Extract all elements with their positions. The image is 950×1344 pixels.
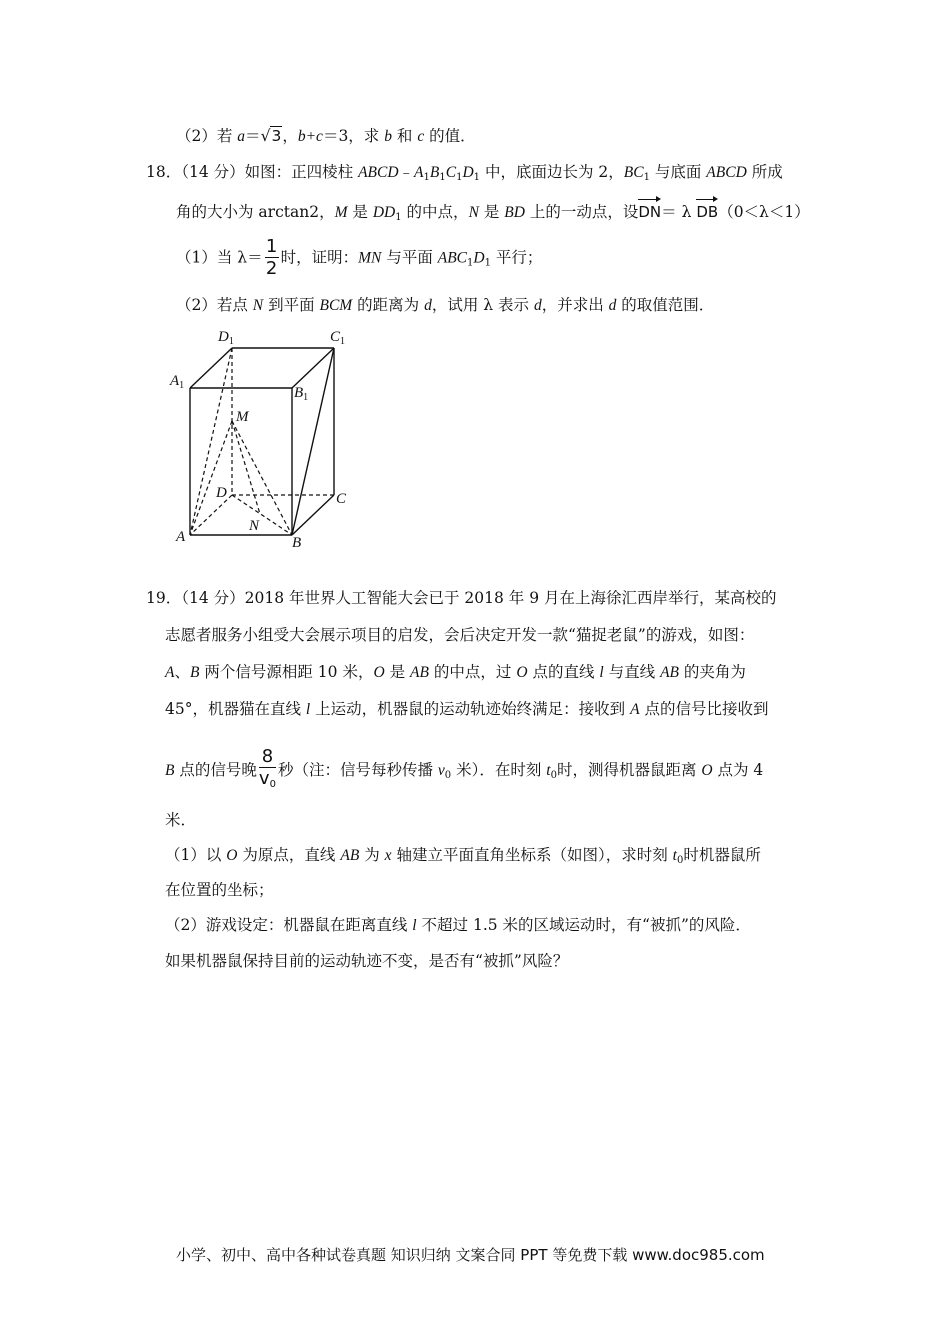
sqrt-symbol: √3 (260, 127, 282, 145)
edge-a1d1 (190, 348, 232, 388)
segment-db (232, 495, 292, 535)
label-c1: $C_1$ (330, 329, 346, 347)
label-a: A (176, 529, 186, 545)
segment-mb (232, 421, 292, 535)
edge-da (190, 495, 232, 535)
q19-line6: 米． (165, 811, 197, 829)
vector-dn: DN (638, 197, 661, 223)
q19-part1-line2: 在位置的坐标； (165, 881, 274, 899)
label-b1: $B_1$ (294, 385, 309, 403)
q19-line2: 志愿者服务小组受大会展示项目的启发，会后决定开发一款“猫捉老鼠”的游戏，如图： (165, 626, 755, 644)
q19-line3: A、B 两个信号源相距 10 米，O 是 AB 的中点，过 O 点的直线 l 与直线 AB 的夹角为 (165, 663, 746, 681)
label-d1: $D_1$ (218, 329, 234, 347)
segment-d1a (190, 348, 232, 535)
label-c: C (336, 491, 347, 507)
edge-b1c1 (292, 348, 334, 388)
q19-part2-line1: （2）游戏设定：机器鼠在距离直线 l 不超过 1.5 米的区域运动时，有“被抓”的风险． (165, 916, 751, 934)
q19-line4: 45°，机器猫在直线 l 上运动，机器鼠的运动轨迹始终满足：接收到 A 点的信号比接收到 (165, 700, 769, 718)
q18-line1: 18．（14 分）如图：正四棱柱 $ABCD﹣A_1B_1C_1D_1$ 中，底面边长为 2，$BC_1$ 与底面 ABCD 所成 (146, 163, 783, 183)
segment-ma (190, 421, 232, 535)
label-m: M (236, 409, 249, 425)
label-n: N (249, 518, 260, 534)
q19-line1: 19．（14 分）2018 年世界人工智能大会已于 2018 年 9 月在上海徐汇西岸举行，某高校的 (146, 589, 777, 607)
label-a1: $A_1$ (170, 373, 185, 391)
page-footer: 小学、初中、高中各种试卷真题 知识归纳 文案合同 PPT 等免费下载 www.doc985.com (176, 1246, 765, 1264)
vector-db: DB (696, 197, 718, 223)
segment-bc1 (292, 348, 334, 535)
label-d: D (216, 485, 227, 501)
q19-number: 19． (146, 589, 182, 607)
q18-number: 18． (146, 163, 182, 181)
q19-line5: B 点的信号晚 $\frac{8}{v_0}$ 秒（注：信号每秒传播 $v_0$ 米）．在时刻 $t_0$时，测得机器鼠距离 O 点为 4 (165, 746, 763, 800)
q17-part2: （2）若 a＝√3，b+c＝3，求 b 和 c 的值． (176, 127, 476, 145)
fraction-half: $\frac{1}{2}$ (265, 236, 278, 279)
q19-part2-line2: 如果机器鼠保持目前的运动轨迹不变，是否有“被抓”风险？ (165, 952, 569, 970)
edge-bc (292, 495, 334, 535)
q18-part1: （1）当 λ＝ $\frac{1}{2}$ 时，证明：MN 与平面 $ABC_1D_1$ 平行； (176, 236, 543, 279)
fraction-8-over-v0: $\frac{8}{v_0}$ (258, 745, 276, 790)
prism-figure (160, 325, 360, 553)
q19-part1-line1: （1）以 O 为原点，直线 AB 为 x 轴建立平面直角坐标系（如图），求时刻 $t_0$时机器鼠所 (165, 846, 761, 866)
q18-line2: 角的大小为 arctan2，M 是 $DD_1$ 的中点，N 是 BD 上的一动点，设DN＝ λ DB（0＜λ＜1） (176, 197, 810, 229)
q18-part2: （2）若点 N 到平面 BCM 的距离为 d，试用 λ 表示 d，并求出 d 的取值范围． (176, 296, 715, 314)
label-b: B (292, 535, 302, 551)
